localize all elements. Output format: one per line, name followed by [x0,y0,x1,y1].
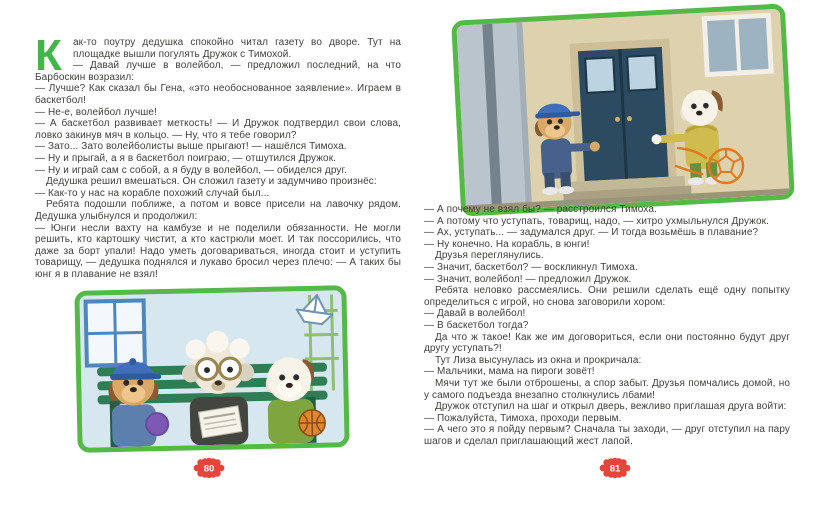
paragraph: — Ну и играй сам с собой, а я буду в волейбол, — обиделся друг. [35,164,347,176]
page-number: 80 [203,463,215,475]
paper-boat-icon [291,289,339,329]
paragraph: — Зато... Зато волейболисты выше прыгают! — нашёлся Тимоха. [35,141,347,153]
paragraph: — Как-то у нас на корабле похожий случай был... [35,187,270,199]
paragraph: Дружок отступил на шаг и открыл дверь, вежливо приглашая друга войти: [435,401,787,413]
paragraph: Дедушка решил вмешаться. Он сложил газету и задумчиво произнёс: [46,176,377,188]
paragraph: — В баскетбол тогда? [424,319,529,331]
paragraph: — Не-е, волейбол лучше! [35,106,157,118]
paragraph: Ребята неловко рассмеялись. Они решили сделать ещё одну попытку определиться с игрой, но снова заговорили хором: [424,285,790,308]
page-number-badge-left [192,458,226,478]
window-icon [86,300,145,365]
paragraph: Тут Лиза высунулась из окна и прокричала: [435,354,642,366]
left-page-text [35,31,401,280]
paragraph: — А потому что уступать, товарищ, надо, — хитро ухмыльнулся Дружок. [424,215,769,227]
paragraph: — А чего это я пойду первым? Сначала ты заходи, — друг отступил на пару шагов и сделал приглашающий жест лапой. [424,424,790,447]
paragraph: Мячи тут же были отброшены, а спор забыт. Друзья помчались домой, но у самого подъезда внезапно столкнулись лбами! [424,377,790,401]
basketball-icon [299,410,326,437]
paragraph: — Ну и прыгай, а я в баскетбол поиграю, — отшутился Дружок. [35,152,337,164]
paragraph: — Значит, волейбол! — предложил Дружок. [424,273,632,285]
paragraph: — Юнги несли вахту на камбузе и не поделили обязанности. Не могли решить, кто картошку чистит, а кто кастрюли моет. И так поссорились, что даже за борт упали! Надо уметь договариваться, иногда стоит и уступить товарищу, — дедушка поднялся и лукаво бросил через плечо: — А таких бы юнг я в плавание не взял! [35,222,401,280]
right-page-text [424,204,790,447]
window-icon [704,15,771,74]
paragraph: — Давай лучше в волейбол, — предложил последний, на что Барбоскин возразил: [35,60,401,83]
paragraph: — Ну конечно. На корабль, в юнги! [424,238,590,250]
purple-cap-icon [146,413,168,435]
paragraph: — Ах, уступать... — задумался друг. — И тогда возьмёшь в плавание? [424,227,759,239]
paragraph: — Пожалуйста, Тимоха, проходи первым. [424,412,622,424]
paragraph: — Значит, баскетбол? — воскликнул Тимоха. [424,261,638,273]
paragraph: — А баскетбол развивает меткость! — И Дружок подтвердил свои слова, ловко закинув мяч в кольцо. — Ну, что я тебе говорил? [35,118,401,141]
paragraph-text: ак-то поутру дедушка спокойно читал газету во дворе. Тут на площадке вышли погулять Дружок с Тимохой. [73,37,401,60]
paragraph: — Давай в волейбол! [424,308,526,320]
paragraph: — А почему не взял бы? — расстроился Тимоха. [424,204,657,215]
paragraph: — Мальчики, мама на пироги зовёт! [424,366,595,378]
paragraph: Ребята подошли поближе, а потом и вовсе присели на лавочку рядом. Дедушка улыбнулся и продолжил: [35,199,401,222]
paragraph: Да что ж такое! Как же им договориться, если они постоянно будут друг другу уступать?! [424,331,790,355]
drop-cap: К [35,31,62,80]
page-number: 81 [609,463,621,475]
page-number-badge-right [598,458,632,478]
paragraph: — Лучше? Как сказал бы Гена, «это необоснованное заявление». Играем в баскетбол! [35,83,401,106]
soccer-ball-icon [672,136,756,196]
paragraph: Друзья переглянулись. [435,250,544,262]
